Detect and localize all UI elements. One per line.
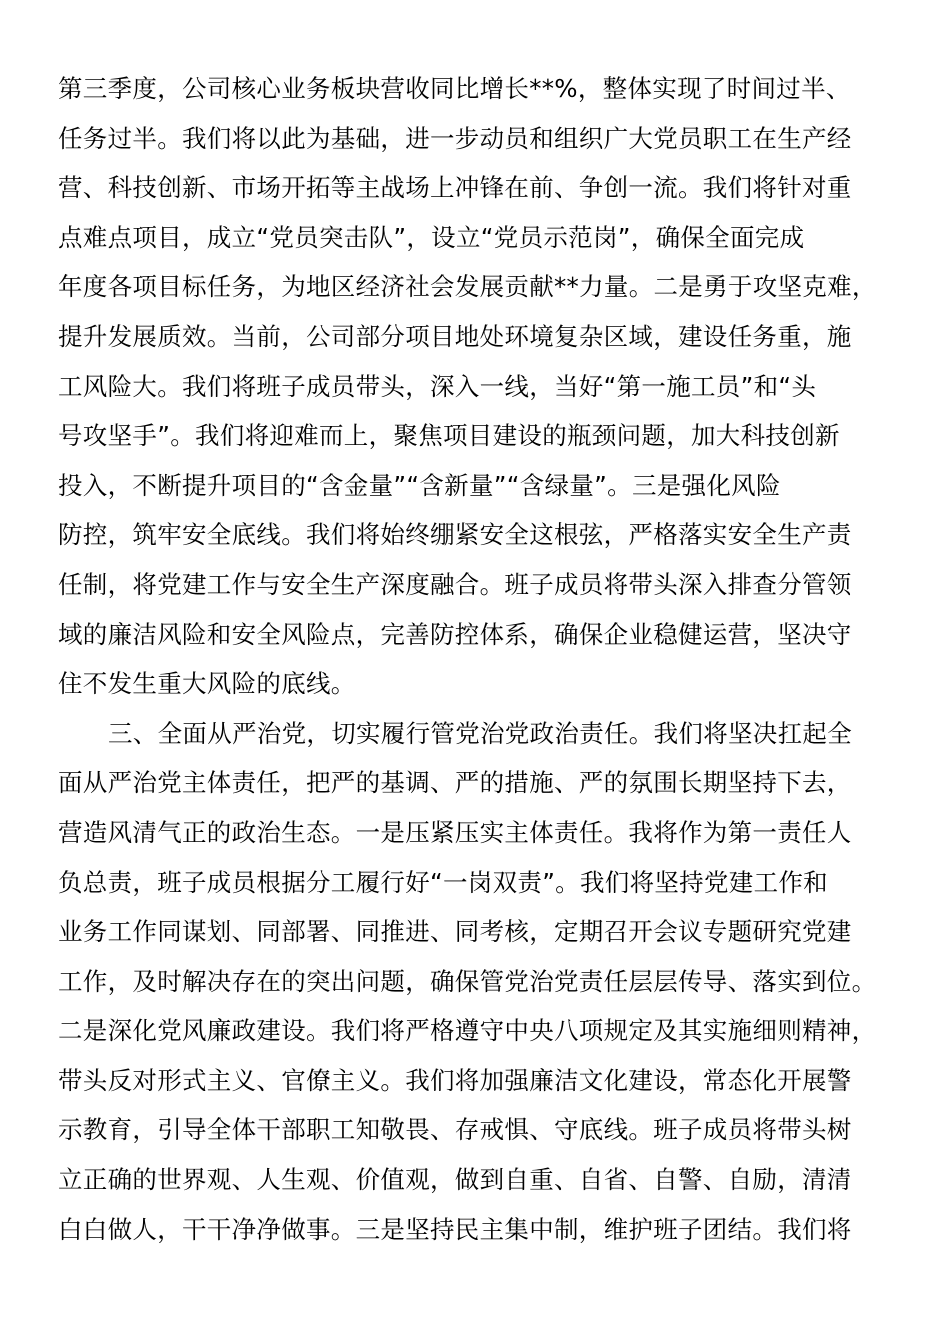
text-line: 住不发生重大风险的底线。 [58, 669, 356, 699]
document-page [58, 64, 894, 1254]
text-line: 营、科技创新、市场开拓等主战场上冲锋在前、争创一流。我们将针对重 [58, 173, 852, 203]
text-line: 示教育，引导全体干部职工知敬畏、存戒惧、守底线。班子成员将带头树 [58, 1115, 852, 1145]
text-line: 工作，及时解决存在的突出问题，确保管党治党责任层层传导、落实到位。 [58, 966, 877, 996]
text-line: 业务工作同谋划、同部署、同推进、同考核，定期召开会议专题研究党建 [58, 917, 852, 947]
text-line: 任务过半。我们将以此为基础，进一步动员和组织广大党员职工在生产经 [58, 123, 852, 153]
text-line: 二是深化党风廉政建设。我们将严格遵守中央八项规定及其实施细则精神， [58, 1016, 877, 1046]
text-line: 营造风清气正的政治生态。一是压紧压实主体责任。我将作为第一责任人 [58, 817, 852, 847]
text-line: 白白做人，干干净净做事。三是坚持民主集中制，维护班子团结。我们将 [58, 1214, 852, 1244]
text-line: 年度各项目标任务，为地区经济社会发展贡献**力量。二是勇于攻坚克难， [58, 272, 877, 302]
section-heading-line: 三、全面从严治党，切实履行管党治党政治责任。我们将坚决扛起全 [108, 718, 852, 748]
text-line: 任制，将党建工作与安全生产深度融合。班子成员将带头深入排查分管领 [58, 569, 852, 599]
text-line: 点难点项目，成立“党员突击队”，设立“党员示范岗”，确保全面完成 [58, 222, 805, 252]
text-line: 负总责，班子成员根据分工履行好“一岗双责”。我们将坚持党建工作和 [58, 867, 828, 897]
text-line: 面从严治党主体责任，把严的基调、严的措施、严的氛围长期坚持下去， [58, 768, 852, 798]
text-line: 带头反对形式主义、官僚主义。我们将加强廉洁文化建设，常态化开展警 [58, 1065, 852, 1095]
text-line: 投入，不断提升项目的“含金量”“含新量”“含绿量”。三是强化风险 [58, 470, 781, 500]
text-line: 工风险大。我们将班子成员带头，深入一线，当好“第一施工员”和“头 [58, 371, 817, 401]
text-line: 提升发展质效。当前，公司部分项目地处环境复杂区域，建设任务重，施 [58, 321, 852, 351]
text-line: 立正确的世界观、人生观、价值观，做到自重、自省、自警、自励，清清 [58, 1165, 852, 1195]
text-line: 号攻坚手”。我们将迎难而上，聚焦项目建设的瓶颈问题，加大科技创新 [58, 421, 840, 451]
text-line: 第三季度，公司核心业务板块营收同比增长**%，整体实现了时间过半、 [58, 74, 851, 103]
text-line: 防控，筑牢安全底线。我们将始终绷紧安全这根弦，严格落实安全生产责 [58, 520, 852, 550]
text-line: 域的廉洁风险和安全风险点，完善防控体系，确保企业稳健运营，坚决守 [58, 619, 852, 649]
